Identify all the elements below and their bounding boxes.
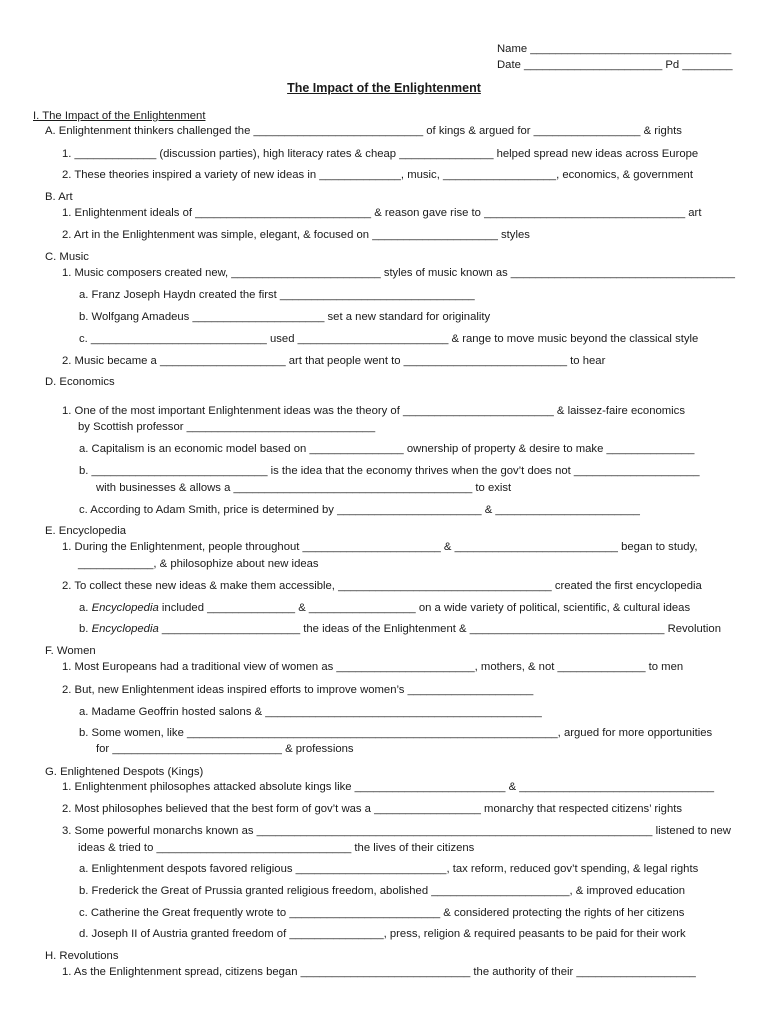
line-text: ______________________ the ideas of the Enlightenment & _______________________________ Revolution	[158, 623, 721, 635]
worksheet-line: B. Art	[45, 191, 73, 203]
worksheet-line: a. Capitalism is an economic model based on _______________ ownership of property & desire to make ______________	[79, 443, 695, 455]
worksheet-line: with businesses & allows a ______________________________________ to exist	[96, 482, 512, 494]
worksheet-line: b. Frederick the Great of Prussia granted religious freedom, abolished ______________________, & improved education	[79, 885, 686, 897]
worksheet-line: 3. Some powerful monarchs known as _______________________________________________________________ listened to new	[62, 825, 731, 837]
worksheet-line: c. According to Adam Smith, price is determined by _______________________ & _______________________	[79, 504, 640, 516]
line-text: a.	[79, 602, 92, 614]
worksheet-line: by Scottish professor ______________________________	[78, 421, 376, 433]
worksheet-line: a. Franz Joseph Haydn created the first _______________________________	[79, 289, 475, 301]
worksheet-line: 1. Enlightenment ideals of ____________________________ & reason gave rise to ________________________________ art	[62, 207, 702, 219]
worksheet-line: b. ____________________________ is the idea that the economy thrives when the gov’t does not ____________________	[79, 465, 700, 477]
line-text: included ______________ & _________________ on a wide variety of political, scientific, & cultural ideas	[158, 602, 691, 614]
worksheet-line	[79, 622, 721, 636]
worksheet-line: c. ____________________________ used ________________________ & range to move music beyond the classical style	[79, 333, 699, 345]
worksheet-line: C. Music	[45, 251, 89, 263]
worksheet-line: 1. As the Enlightenment spread, citizens began ___________________________ the authority of their ___________________	[62, 966, 696, 978]
worksheet-line: 1. Music composers created new, ________________________ styles of music known as ____________________________________	[62, 267, 735, 279]
worksheet-line: 1. During the Enlightenment, people throughout ______________________ & __________________________ began to study,	[62, 541, 698, 553]
italic-term: Encyclopedia	[91, 623, 159, 635]
worksheet-line: D. Economics	[45, 376, 115, 388]
worksheet-line: 1. Enlightenment philosophes attacked absolute kings like ________________________ & _______________________________	[62, 781, 715, 793]
worksheet-line: ____________, & philosophize about new ideas	[78, 558, 319, 570]
worksheet-line: a. Enlightenment despots favored religious ________________________, tax reform, reduced gov’t spending, & legal rights	[79, 863, 699, 875]
worksheet-line: 1. One of the most important Enlightenment ideas was the theory of ________________________ & laissez-faire economics	[62, 405, 685, 417]
worksheet-line: F. Women	[45, 645, 96, 657]
worksheet-line	[79, 601, 690, 615]
worksheet-line: E. Encyclopedia	[45, 525, 127, 537]
date-period-field-line: Date ______________________ Pd ________	[497, 59, 733, 71]
worksheet-line: 1. Most Europeans had a traditional view of women as ______________________, mothers, & not ______________ to men	[62, 661, 684, 673]
worksheet-line: 2. To collect these new ideas & make them accessible, __________________________________ created the first encyclopedia	[62, 580, 702, 592]
worksheet-line: G. Enlightened Despots (Kings)	[45, 766, 204, 778]
page-title: The Impact of the Enlightenment	[287, 81, 481, 95]
worksheet-line: 2. But, new Enlightenment ideas inspired efforts to improve women’s ____________________	[62, 684, 534, 696]
worksheet-line: 1. _____________ (discussion parties), high literacy rates & cheap _______________ helped spread new ideas across Europe	[62, 148, 699, 160]
section-heading: I. The Impact of the Enlightenment	[33, 110, 206, 122]
worksheet-line: c. Catherine the Great frequently wrote to ________________________ & considered protecting the rights of her citizens	[79, 907, 685, 919]
worksheet-line: 2. These theories inspired a variety of new ideas in _____________, music, __________________, economics, & government	[62, 169, 693, 181]
worksheet-line: d. Joseph II of Austria granted freedom of _______________, press, religion & required peasants to be paid for their work	[79, 928, 686, 940]
worksheet-line: 2. Most philosophes believed that the best form of gov’t was a _________________ monarchy that respected citizens’ rights	[62, 803, 683, 815]
worksheet-line: a. Madame Geoffrin hosted salons & ____________________________________________	[79, 706, 542, 718]
worksheet-line: b. Some women, like ___________________________________________________________, argued for more opportunities	[79, 727, 713, 739]
line-text: b.	[79, 623, 92, 635]
worksheet-line: ideas & tried to _______________________________ the lives of their citizens	[78, 842, 475, 854]
worksheet-line: b. Wolfgang Amadeus _____________________ set a new standard for originality	[79, 311, 491, 323]
worksheet-line: H. Revolutions	[45, 950, 119, 962]
italic-term: Encyclopedia	[91, 602, 159, 614]
worksheet-line: for ___________________________ & professions	[96, 743, 354, 755]
worksheet-line: 2. Music became a ____________________ art that people went to __________________________ to hear	[62, 355, 606, 367]
name-field-line: Name ________________________________	[497, 43, 732, 55]
worksheet-line: A. Enlightenment thinkers challenged the ___________________________ of kings & argued for _________________ & rights	[45, 125, 682, 137]
worksheet-line: 2. Art in the Enlightenment was simple, elegant, & focused on ____________________ styles	[62, 229, 530, 241]
